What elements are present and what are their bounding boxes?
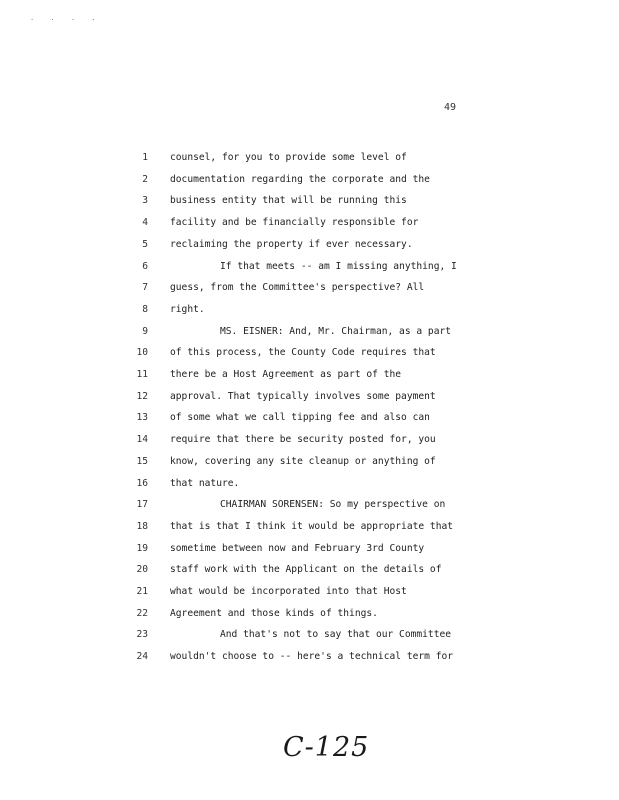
line-text: CHAIRMAN SORENSEN: So my perspective on bbox=[220, 499, 446, 511]
transcript-line bbox=[0, 389, 619, 405]
line-text: If that meets -- am I missing anything, I bbox=[220, 260, 457, 272]
line-text: staff work with the Applicant on the details of bbox=[170, 564, 442, 576]
line-number: 17 bbox=[136, 499, 148, 511]
line-text: reclaiming the property if ever necessary. bbox=[170, 238, 413, 250]
line-text: wouldn't choose to -- here's a technical term for bbox=[170, 651, 454, 663]
line-number: 24 bbox=[136, 651, 148, 663]
line-number: 5 bbox=[142, 238, 148, 250]
line-text: there be a Host Agreement as part of the bbox=[170, 369, 402, 380]
line-text: facility and be financially responsible for bbox=[170, 217, 419, 229]
line-text: right. bbox=[170, 303, 205, 315]
transcript-line bbox=[0, 627, 619, 643]
line-text: guess, from the Committee's perspective? All bbox=[170, 282, 425, 294]
line-text: business entity that will be running this bbox=[170, 195, 407, 207]
line-number: 9 bbox=[142, 325, 148, 337]
line-number: 15 bbox=[136, 455, 148, 467]
line-number: 11 bbox=[136, 369, 148, 380]
transcript-line bbox=[0, 324, 619, 340]
line-text: And that's not to say that our Committee bbox=[220, 629, 452, 641]
transcript-line bbox=[0, 454, 619, 470]
line-number: 13 bbox=[136, 412, 148, 424]
line-number: 8 bbox=[142, 303, 148, 315]
line-number: 14 bbox=[136, 434, 148, 446]
transcript-line bbox=[0, 237, 619, 253]
line-number: 10 bbox=[136, 347, 148, 359]
scan-specks: . . . . bbox=[30, 14, 102, 22]
line-text: MS. EISNER: And, Mr. Chairman, as a part bbox=[220, 325, 452, 337]
line-text: sometime between now and February 3rd County bbox=[170, 542, 425, 554]
line-number: 18 bbox=[136, 520, 148, 532]
line-text: approval. That typically involves some payment bbox=[170, 390, 436, 402]
line-text: of some what we call tipping fee and also can bbox=[170, 412, 430, 424]
transcript-line bbox=[0, 584, 619, 600]
transcript-line bbox=[0, 476, 619, 492]
line-text: counsel, for you to provide some level of bbox=[170, 152, 407, 163]
line-text: that is that I think it would be appropriate that bbox=[170, 520, 454, 532]
line-text: what would be incorporated into that Host bbox=[170, 586, 407, 597]
line-number: 16 bbox=[136, 477, 148, 489]
line-number: 6 bbox=[142, 260, 148, 272]
line-text: of this process, the County Code requires that bbox=[170, 347, 436, 359]
page-number: 49 bbox=[444, 102, 457, 113]
handwritten-stamp: C-125 bbox=[283, 732, 370, 763]
line-text: documentation regarding the corporate and the bbox=[170, 173, 430, 185]
line-number: 1 bbox=[142, 152, 148, 163]
transcript-line bbox=[0, 259, 619, 275]
line-number: 20 bbox=[136, 564, 148, 576]
line-number: 4 bbox=[142, 217, 148, 229]
transcript-line bbox=[0, 606, 619, 622]
transcript-line bbox=[0, 150, 619, 166]
line-number: 21 bbox=[136, 586, 148, 597]
transcript-line bbox=[0, 649, 619, 665]
line-number: 19 bbox=[136, 542, 148, 554]
transcript-line bbox=[0, 410, 619, 426]
transcript-line bbox=[0, 519, 619, 535]
line-number: 3 bbox=[142, 195, 148, 207]
line-number: 7 bbox=[142, 282, 148, 294]
line-number: 22 bbox=[136, 607, 148, 619]
transcript-line bbox=[0, 497, 619, 513]
transcript-line bbox=[0, 541, 619, 557]
line-text: know, covering any site cleanup or anything of bbox=[170, 455, 436, 467]
transcript-line bbox=[0, 215, 619, 231]
transcript-line bbox=[0, 302, 619, 318]
transcript-line bbox=[0, 280, 619, 296]
transcript-line bbox=[0, 367, 619, 383]
transcript-line bbox=[0, 172, 619, 188]
transcript-line bbox=[0, 345, 619, 361]
line-number: 12 bbox=[136, 390, 148, 402]
line-number: 23 bbox=[136, 629, 148, 641]
line-text: Agreement and those kinds of things. bbox=[170, 607, 378, 619]
transcript-line bbox=[0, 193, 619, 209]
line-text: require that there be security posted for, you bbox=[170, 434, 436, 446]
transcript-line bbox=[0, 562, 619, 578]
line-text: that nature. bbox=[170, 477, 240, 489]
transcript-line bbox=[0, 432, 619, 448]
line-number: 2 bbox=[142, 173, 148, 185]
